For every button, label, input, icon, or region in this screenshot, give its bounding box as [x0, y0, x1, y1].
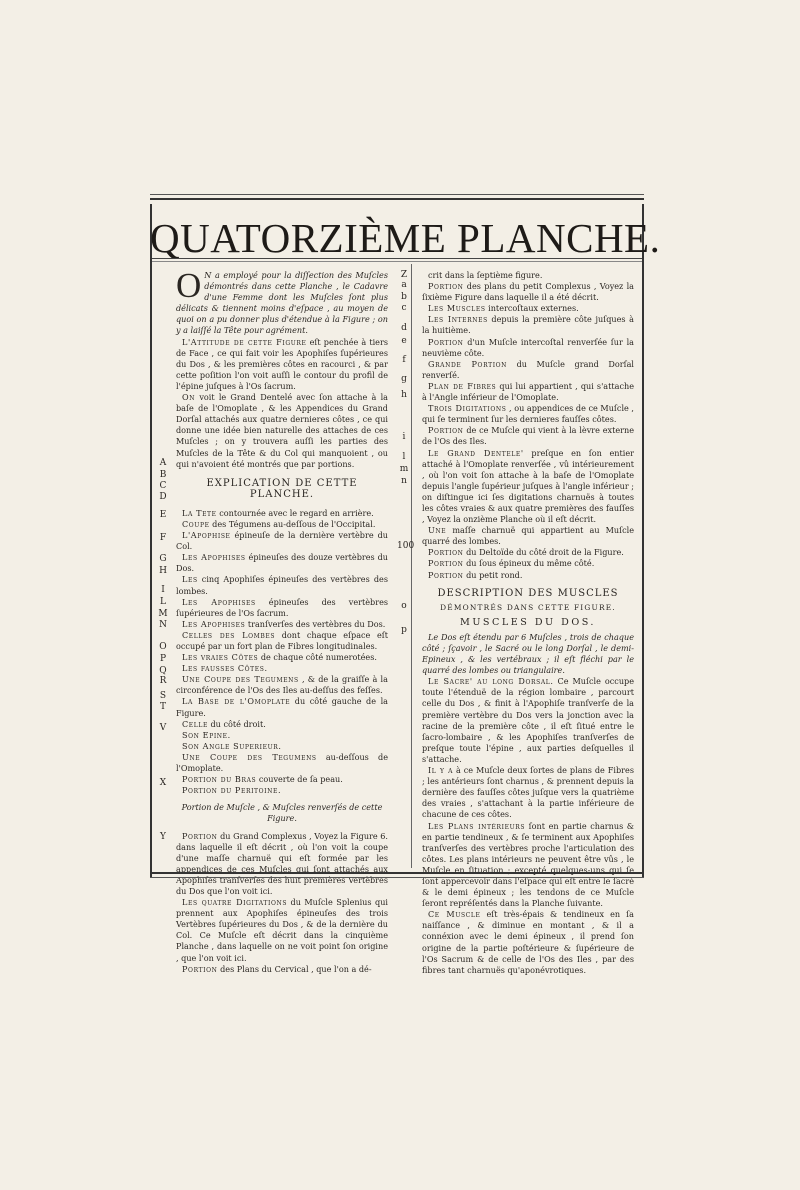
margin-letter: b [401, 292, 407, 302]
explication-text: des Tégumens au-deſſous de l'Occipital. [209, 518, 376, 529]
explication-text: de chaque côté numerotées. [258, 652, 377, 663]
explication-item [176, 663, 388, 674]
back-muscle-item [422, 765, 634, 820]
bottom-rule-thick [150, 872, 644, 874]
explication-item [176, 696, 388, 718]
margin-letter: X [159, 778, 167, 788]
right-list-item [422, 403, 634, 425]
margin-letter: d [401, 323, 407, 333]
explication-lead: Son Angle Superieur. [182, 740, 282, 751]
muscle-portion-lead: Portion [182, 830, 218, 841]
explication-heading: EXPLICATION DE CETTE PLANCHE. [206, 477, 358, 500]
explication-item [176, 719, 388, 730]
margin-letter: c [401, 303, 407, 313]
explication-lead: Une Coupe des Tegumens [182, 674, 299, 685]
margin-letter: g [401, 374, 407, 384]
margin-letter: I [161, 585, 165, 595]
margin-letter: p [401, 625, 407, 635]
margin-letter: V [159, 723, 167, 733]
explication-lead: Une Coupe des Tegumens [182, 751, 317, 762]
margin-letter: O [159, 642, 167, 652]
explication-item [176, 785, 388, 796]
back-muscle-paragraphs [422, 676, 634, 976]
right-list-lead: Grande Portion [428, 358, 508, 369]
margin-letter: E [159, 510, 167, 520]
right-list-item [422, 558, 634, 569]
back-muscle-item [422, 676, 634, 765]
margin-letter: l [402, 452, 406, 462]
explication-lead: Les Apophises [182, 618, 246, 629]
right-list-text: du ſous épineux du même côté. [463, 558, 595, 569]
explication-item [176, 741, 388, 752]
margin-letter: S [159, 691, 167, 701]
right-list-text: , ou appendices de ce Muſcle , qui ſe terminent ſur les dernieres fauſſes côtes. [422, 403, 634, 425]
right-list-text: depuis la première côte juſques à la huitième. [422, 314, 634, 336]
explication-text: tranſverſes des vertèbres du Dos. [245, 618, 386, 629]
explication-lead: Portion du Peritoine. [182, 785, 282, 796]
back-intro: Le Dos eſt étendu par 6 Muſcles , trois de chaque côté ; ſçavoir , le Sacré ou le long Dorſal , le demi-Epineux , & les vertébraux ; il eſt fléchi par le quarré des lombes ou triangulaire. [422, 631, 634, 676]
explication-item [176, 630, 388, 652]
explication-lead: Celles des Lombes [182, 629, 276, 640]
right-list-lead: Les Internes [428, 314, 488, 325]
attitude-paragraph: L'Attitude de cette Figure eſt penchée à tiers de Face , ce qui fait voir les Apophiſes ſupérieures du Dos , & les premières côtes en racourci , & par cette poſition l'on voit auſſi le contour du profil de l'épine juſques à l'Os ſacrum. [176, 336, 388, 391]
description-subheading: DÉMONTRÉS DANS CETTE FIGURE. [440, 602, 616, 612]
explication-item [176, 574, 388, 596]
top-rule-thick [150, 198, 644, 200]
right-list-lead: Une [428, 525, 447, 536]
intro-paragraph [176, 266, 388, 337]
right-list-lead: Plan de Fibres [428, 380, 497, 391]
margin-letter: M [158, 609, 168, 619]
explication-item [176, 552, 388, 574]
margin-letter: n [401, 476, 407, 486]
muscle-portion-text: des Plans du Cervical , que l'on a dé- [217, 963, 372, 974]
explication-item [176, 508, 388, 519]
back-muscle-lead: Le Sacre' au long Dorsal. [428, 676, 554, 687]
explication-lead: Coupe [182, 518, 210, 529]
back-muscle-lead: Ce Muſcle [428, 909, 481, 920]
margin-letter: Y [160, 832, 166, 842]
explication-lead: Les Apophises [182, 552, 246, 563]
back-muscle-text: ſont en partie charnus & en partie tendineux , & ſe terminent aux Apophiſes tranſverſes des vertèbres proche l'articulation des côtes. Les plans intérieurs ne peuvent être vûs , le Muſcle en ſituation ; excepté quelques-uns qui ſe ſont appercevoir dans l'eſpace qui eſt entre le ſacré & le demi épineux ; les tendons de ce Muſcle ſeront repréſentés dans la Planche ſuivante. [422, 820, 635, 909]
muscle-portion-lead: Portion [182, 963, 218, 974]
margin-letter: a [401, 280, 407, 290]
explication-item [176, 752, 388, 774]
margin-letter: G [159, 554, 167, 564]
back-muscle-text: eſt très-épais & tendineux en ſa naiſſance , & diminue en montant , & il a connéxion avec le demi épineux , il prend ſon origine de la partie poſtérieure & ſupérieure de l'Os Sacrum & de celle de l'Os des Iles , par des fibres tant charnuës qu'aponévrotiques. [422, 909, 634, 975]
right-list-item [422, 570, 634, 581]
explication-text: au-deſſous de l'Omoplate. [176, 751, 388, 774]
right-list-text: du petit rond. [463, 569, 523, 580]
back-muscle-lead: Les Plans intérieurs [428, 820, 526, 831]
back-muscle-lead: Il y a [428, 765, 453, 776]
right-list-text: intercoſtaux externes. [485, 303, 579, 314]
back-muscle-text: à ce Muſcle deux ſortes de plans de Fibres ; les antérieurs ſont charnus , & prennent depuis la dernière des fauſſes côtes juſque vers la quatrième des vraies , s'attachant à la partie inférieure de chacune de ces côtes. [422, 765, 634, 820]
right-list-lead: Portion [428, 336, 464, 347]
explication-item [176, 674, 388, 696]
margin-letter: P [159, 654, 167, 664]
explication-lead: Portion du Bras [182, 774, 257, 785]
explication-lead: Les [182, 574, 198, 585]
explication-lead: Les fausses Côtes. [182, 663, 268, 674]
muscle-portion-text: du Muſcle Splenius qui prennent aux Apophiſes épineuſes des trois Vertèbres ſupérieures du Dos , & de la dernière du Col. Ce Muſcle eſt décrit dans la cinquième Planche , dans laquelle on ne voit point ſon origine , que l'on voit ici. [176, 897, 388, 963]
explication-lead: L'Apophise [182, 530, 231, 541]
back-muscles-heading: MUSCLES DU DOS. [460, 616, 596, 628]
right-list-lead: Trois Digitations [428, 403, 507, 414]
margin-letter: e [401, 336, 407, 346]
right-list-item [422, 314, 634, 336]
intro-text: N a employé pour la diſſection des Muſcles démontrés dans cette Planche , le Cadavre d'une Femme dont les Muſcles ſont plus délicats & tiennent moins d'eſpace , au moyen de quoi on a pu donner plus d'étendue à la Figure ; on y a laiſſé la Tête pour agrément. [176, 270, 388, 336]
bottom-rule [150, 877, 644, 878]
explication-text: dont chaque eſpace eſt occupé par un fort plan de Fibres longitudinales. [176, 629, 389, 651]
margin-letter: R [159, 676, 167, 686]
top-rule [150, 194, 644, 195]
explication-text: contournée avec le regard en arrière. [216, 507, 374, 518]
explication-item [176, 519, 388, 530]
muscle-portion-lead: Les quatre Digitations [182, 897, 288, 908]
explication-item [176, 619, 388, 630]
explication-lead: Les Apophises [182, 596, 256, 607]
muscle-portion-item [176, 964, 388, 975]
margin-letter: L [160, 597, 166, 607]
right-list-text: preſque en ſon entier attaché à l'Omoplate renverſée , vû intérieurement , où l'on voit ſon attache à la baſe de l'Omoplate depuis l'angle ſupérieur juſques à l'angle inférieur ; on diſtingue ici ſes digitations charnuës à toutes les côtes vraies & aux quatre premières des fauſſes , Voyez la onzième Planche où il eſt décrit. [422, 447, 634, 525]
right-list-lead: Portion [428, 569, 464, 580]
margin-letter: H [159, 566, 167, 576]
margin-letter: m [399, 464, 409, 474]
margin-letter: C [159, 481, 167, 491]
explication-text: du côté gauche de la Figure. [176, 696, 388, 718]
explication-list [176, 508, 388, 796]
right-list-lead: Portion [428, 547, 464, 558]
explication-text: , & de la graiſſe à la circonférence de l'Os des Iles au-deſſus des feſſes. [176, 674, 388, 696]
margin-letter: T [159, 702, 166, 712]
margin-letter: A [159, 458, 167, 468]
muscle-portion-item [176, 831, 388, 898]
right-list-lead: Portion [428, 558, 464, 569]
margin-letter: Z [400, 270, 408, 280]
explication-lead: La Tete [182, 507, 217, 518]
right-list-lead: Le Grand Dentele' [428, 447, 524, 458]
right-list-text: maſſe charnuë qui appartient au Muſcle quarré des lombes. [422, 525, 634, 547]
margin-letter: N [159, 620, 167, 630]
back-muscle-text: Ce Muſcle occupe toute l'étenduë de la région lombaire , parcourt celle du Dos , & finit à l'Apophiſe tranſverſe de la première vertèbre du Dos vers la jonction avec la racine de la première côte , il eſt ſitué entre le ſacro-lombaire , & les Apophiſes tranſverſes de preſque toute l'épine , aux parties deſquelles il s'attache. [422, 676, 635, 764]
explication-lead: La Base de l'Omoplate [182, 696, 291, 707]
right-list [422, 270, 634, 581]
explication-lead: Les vraies Côtes [182, 652, 259, 663]
right-list-lead: Les Muscles [428, 303, 486, 314]
right-column [422, 270, 634, 976]
dentele-paragraph: On voit le Grand Dentelé avec ſon attache à la baſe de l'Omoplate , & les Appendices du Grand Dorſal attachés aux quatre dernieres côtes , ce qui donne une idée bien naturelle des attaches de ces Muſcles ; on y trouvera auſſi les parties des Muſcles de la Tête & du Col qui manquoient , ou qui n'avoient été montrés que par portions. [176, 392, 388, 469]
explication-text: épineuſes des vertèbres ſupérieures de l'Os ſacrum. [176, 596, 389, 618]
muscle-portion-item [176, 897, 388, 964]
right-list-text: crit dans la ſeptième figure. [428, 270, 543, 280]
drop-cap: O [176, 266, 202, 305]
plate-page [150, 194, 661, 975]
right-list-item [422, 547, 634, 558]
explication-text: couverte de ſa peau. [256, 774, 343, 785]
explication-item [176, 597, 388, 619]
right-list-item [422, 448, 634, 526]
explication-text: du côté droit. [207, 718, 266, 729]
explication-lead: Celle [182, 718, 208, 729]
right-list-item [422, 381, 634, 403]
muscle-portion-list [176, 831, 388, 975]
muscle-portion-heading: Portion de Muſcle , & Muſcles renverſés de cette Figure. [181, 802, 383, 824]
right-list-text: du Muſcle grand Dorſal renverſé. [422, 358, 634, 380]
back-muscle-item [422, 909, 634, 976]
right-list-text: d'un Muſcle intercoſtal renverſée ſur la neuvième côte. [422, 336, 634, 358]
explication-text: cinq Apophiſes épineuſes des vertèbres des lombes. [176, 574, 388, 596]
explication-item [176, 652, 388, 663]
right-list-text: du Deltoïde du côté droit de la Figure. [463, 547, 624, 558]
explication-item [176, 730, 388, 741]
right-list-lead: Portion [428, 425, 464, 436]
left-column [176, 266, 389, 975]
column-divider [411, 264, 412, 868]
title-rule-thin [152, 261, 642, 262]
muscle-portion-text: du Grand Complexus , Voyez la Figure 6. dans laquelle il eſt décrit , où l'on voit la coupe d'une maſſe charnuë qui eſt formée par les appendices de ces Muſcles qui ſont attachés aux Apophiſes tranſverſes des huit premières Vertèbres du Dos que l'on voit ici. [176, 830, 388, 896]
margin-letter: h [401, 390, 407, 400]
margin-letter: F [159, 533, 167, 543]
right-list-item [422, 337, 634, 359]
margin-letter: i [402, 432, 406, 442]
right-list-item [422, 359, 634, 381]
margin-letter: B [159, 470, 167, 480]
margin-letter: Q [159, 666, 167, 676]
explication-item [176, 530, 388, 552]
right-list-item [422, 281, 634, 303]
right-list-item [422, 425, 634, 447]
explication-text: épineuſe de la dernière vertèbre du Col. [176, 530, 388, 552]
margin-letter: f [402, 355, 406, 365]
description-heading: DESCRIPTION DES MUSCLES [437, 587, 619, 599]
explication-lead: Son Epine. [182, 729, 231, 740]
explication-item [176, 774, 388, 785]
back-muscle-item [422, 821, 634, 910]
right-list-item [422, 303, 634, 314]
explication-text: épineuſes des douze vertèbres du Dos. [176, 552, 389, 574]
right-list-text: des plans du petit Complexus , Voyez la ſixième Figure dans laquelle il a été décrit. [422, 281, 634, 303]
title-rule [152, 258, 642, 259]
right-list-lead: Portion [428, 281, 464, 292]
right-list-text: qui lui appartient , qui s'attache à l'Angle inférieur de l'Omoplate. [422, 380, 634, 403]
margin-letter: 100 [397, 541, 415, 551]
margin-letter: D [159, 492, 167, 502]
right-list-text: de ce Muſcle qui vient à la lèvre externe de l'Os des Iles. [422, 425, 634, 447]
right-list-item [422, 525, 634, 547]
margin-letter: o [401, 601, 407, 611]
right-list-item [422, 270, 634, 281]
page-title: QUATORZIÈME PLANCHE. [150, 215, 661, 261]
